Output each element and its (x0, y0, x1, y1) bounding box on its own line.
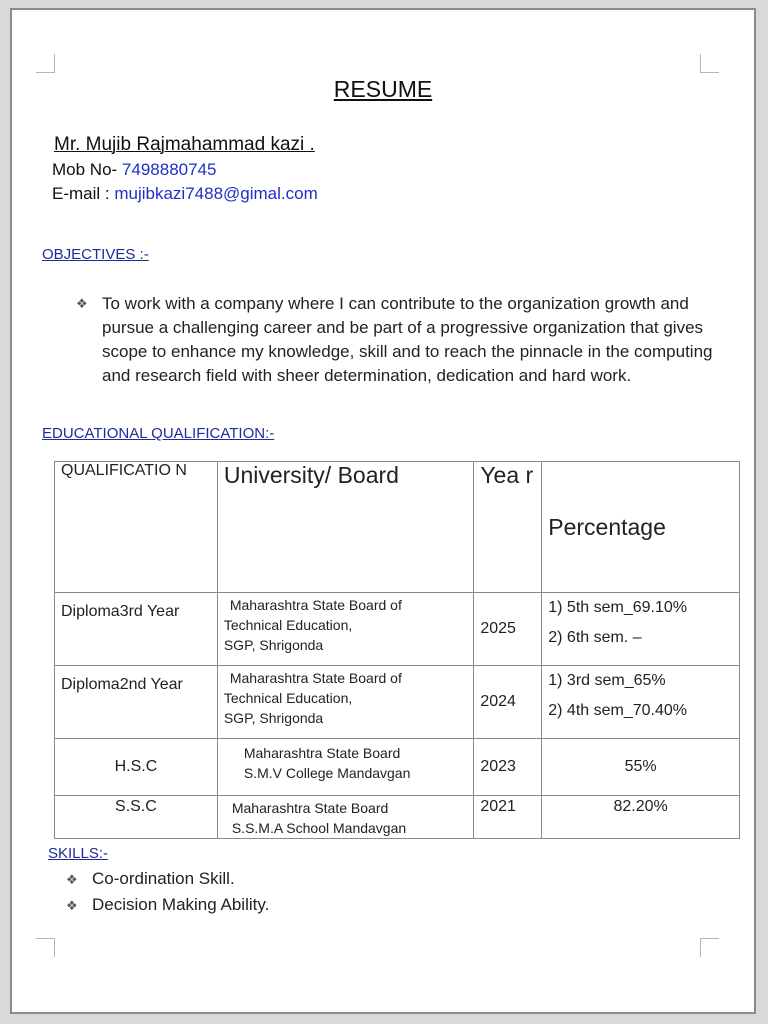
mobile-line (52, 160, 216, 180)
table-row (55, 593, 740, 666)
email-label: E-mail : (52, 184, 115, 203)
header-year: Yea r (474, 462, 542, 593)
header-board: University/ Board (217, 462, 473, 593)
cell-percentage: 55% (542, 739, 740, 796)
header-percentage: Percentage (542, 462, 740, 593)
table-header-row (55, 462, 740, 593)
cell-year: 2025 (474, 593, 542, 666)
cell-board: Maharashtra State Board of Technical Education, SGP, Shrigonda (217, 593, 473, 666)
diamond-bullet-icon: ❖ (66, 898, 78, 913)
cell-qualification: S.S.C (55, 796, 218, 839)
cell-board: Maharashtra State Board of Technical Education, SGP, Shrigonda (217, 666, 473, 739)
table-row (55, 666, 740, 739)
objective-item (76, 292, 716, 388)
resume-title: RESUME (333, 76, 433, 102)
resume-page (10, 8, 756, 1014)
skills-heading: SKILLS:- (48, 845, 109, 862)
crop-mark-bottom-left (36, 938, 55, 957)
mobile-label: Mob No- (52, 160, 122, 179)
email-address: mujibkazi7488@gimal.com (114, 184, 318, 203)
objective-text: To work with a company where I can contribute to the organization growth and pursue a challenging career and be part of a progressive organization that gives scope to enhance my knowledge, skill and to reach the pinnacle in the computing and research field with sheer determination, dedication and hard work. (102, 294, 713, 385)
mobile-number: 7498880745 (121, 160, 217, 179)
cell-percentage: 82.20% (542, 796, 740, 839)
cell-board: Maharashtra State Board S.S.M.A School Mandavgan (217, 796, 473, 839)
list-item (66, 866, 269, 892)
crop-mark-bottom-right (700, 938, 719, 957)
cell-percentage: 1) 5th sem_69.10% 2) 6th sem. – (542, 593, 740, 666)
header-qualification: QUALIFICATIO N (55, 462, 218, 593)
table-row (55, 739, 740, 796)
candidate-name: Mr. Mujib Rajmahammad kazi . (54, 134, 315, 155)
skill-text: Co-ordination Skill. (92, 869, 235, 888)
skills-list (66, 866, 269, 918)
table-row (55, 796, 740, 839)
education-heading: EDUCATIONAL QUALIFICATION:- (42, 425, 275, 442)
skill-text: Decision Making Ability. (92, 895, 270, 914)
crop-mark-top-right (700, 54, 719, 73)
cell-year: 2021 (474, 796, 542, 839)
education-table (54, 461, 740, 839)
cell-percentage: 1) 3rd sem_65% 2) 4th sem_70.40% (542, 666, 740, 739)
diamond-bullet-icon: ❖ (66, 872, 78, 887)
list-item (66, 892, 269, 918)
objectives-heading: OBJECTIVES :- (42, 246, 149, 263)
cell-qualification: Diploma2nd Year (55, 666, 218, 739)
cell-qualification: H.S.C (55, 739, 218, 796)
cell-year: 2024 (474, 666, 542, 739)
diamond-bullet-icon: ❖ (76, 296, 88, 311)
cell-board: Maharashtra State Board S.M.V College Mandavgan (217, 739, 473, 796)
cell-qualification: Diploma3rd Year (55, 593, 218, 666)
email-line (52, 184, 318, 204)
cell-year: 2023 (474, 739, 542, 796)
crop-mark-top-left (36, 54, 55, 73)
